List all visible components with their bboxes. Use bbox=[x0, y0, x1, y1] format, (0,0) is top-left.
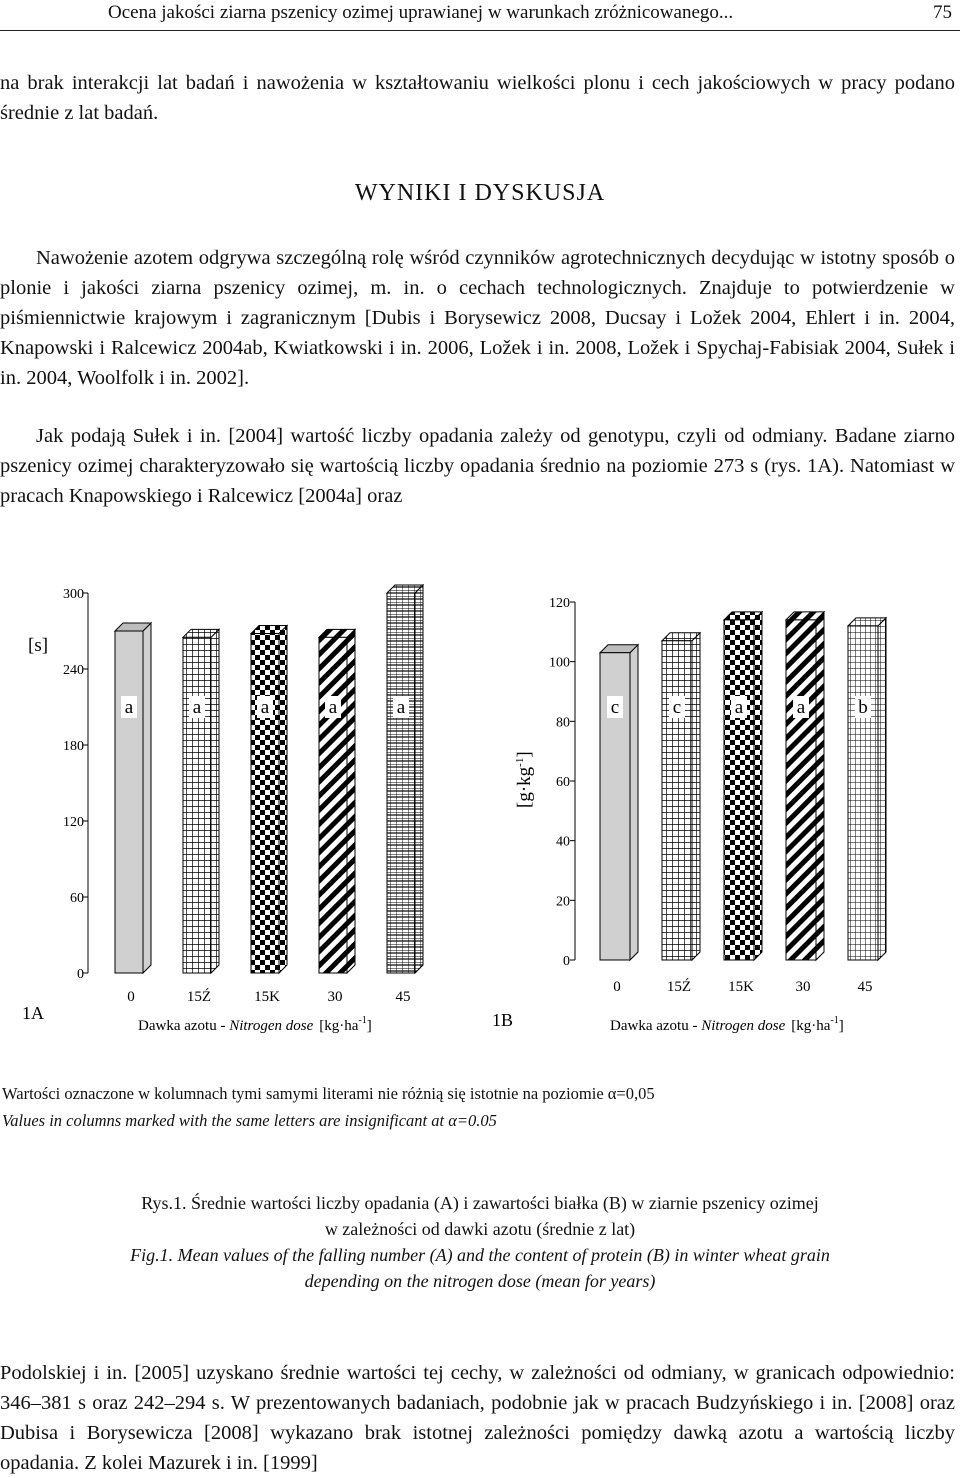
x-tick-label: 30 bbox=[327, 989, 343, 1005]
x-axis-label-sup: -1 bbox=[830, 1015, 839, 1026]
x-axis-label-prefix: Dawka azotu - bbox=[610, 1018, 702, 1034]
figure-caption-en-1: Fig.1. Mean values of the falling number (A) and the content of protein (B) in winter wheat grain bbox=[130, 1245, 830, 1265]
bar bbox=[319, 629, 355, 973]
bar-side bbox=[347, 629, 355, 973]
y-tick-label: 120 bbox=[63, 815, 84, 830]
significance-letter: a bbox=[328, 697, 338, 718]
x-axis-label-close: ] bbox=[366, 1018, 372, 1034]
x-axis-label-sup: -1 bbox=[358, 1015, 367, 1026]
chart-1b bbox=[480, 560, 960, 1055]
bar-side bbox=[630, 645, 638, 960]
x-axis-label bbox=[138, 1015, 372, 1034]
x-axis-label-unit: [kg·ha bbox=[791, 1018, 831, 1034]
x-tick-label: 45 bbox=[857, 979, 873, 995]
x-axis-label-italic: Nitrogen dose bbox=[229, 1018, 314, 1034]
x-axis-label-italic: Nitrogen dose bbox=[701, 1018, 786, 1034]
paragraph-3: Podolskiej i in. [2005] uzyskano średnie wartości tej cechy, w zależności od odmiany, w granicach odpowiednio: 346–381 s oraz 242–294 s. W prezentowanych badaniach, podobnie jak w pracach Budzyńskiego i in. [2008] oraz Dubisa i Borysewicza [2008] wykazano brak istotnej zależności pomiędzy dawką azotu a wartością liczby opadania. Z kolei Mazurek i in. [1999] bbox=[0, 1362, 955, 1474]
bar-front bbox=[251, 634, 279, 973]
significance-letter: c bbox=[610, 697, 620, 718]
bar-side bbox=[816, 612, 824, 960]
bar bbox=[724, 612, 762, 960]
x-tick-label: 15Ź bbox=[666, 979, 692, 995]
paragraph-1-text: Nawożenie azotem odgrywa szczególną rolę wśród czynników agrotechnicznych decydując w istotny sposób o plonie i jakości ziarna pszenicy ozimej, m. in. o cechach technologicznych. Znajduje to potwierdzenie w piśmiennictwie krajowym i zagranicznym [Dubis i Borysewicz 2008, Ducsay i Ložek 2004, Ehlert i in. 2004, Knapowski i Ralcewicz 2004ab, Kwiatkowski i in. 2006, Ložek i in. 2008, Ložek i Spychaj-Fabisiak 2004, Sułek i in. 2004, Woolfolk i in. 2002]. bbox=[0, 247, 955, 389]
panel-label: 1A bbox=[22, 1003, 44, 1023]
bar-front bbox=[115, 631, 143, 973]
x-tick-label: 45 bbox=[395, 989, 411, 1005]
chart-1a bbox=[0, 560, 440, 1055]
chart-1b-svg bbox=[480, 560, 960, 1050]
x-tick-label: 0 bbox=[127, 989, 135, 1005]
bar bbox=[183, 629, 219, 973]
x-tick-label: 15Ź bbox=[186, 989, 212, 1005]
y-tick-label: 180 bbox=[63, 739, 84, 754]
x-tick-label: 15K bbox=[254, 989, 280, 1005]
y-tick-label: 120 bbox=[549, 596, 570, 611]
running-title: Ocena jakości ziarna pszenicy ozimej uprawianej w warunkach zróżnicowanego... bbox=[108, 2, 734, 23]
bar-side bbox=[279, 626, 287, 973]
y-tick-label: 240 bbox=[63, 663, 84, 678]
bar-front bbox=[724, 620, 754, 960]
significance-note-pl: Wartości oznaczone w kolumnach tymi samymi literami nie różnią się istotnie na poziomie α=0,05 bbox=[2, 1084, 655, 1103]
paragraph-2-text: Jak podają Sułek i in. [2004] wartość liczby opadania zależy od genotypu, czyli od odmiany. Badane ziarno pszenicy ozimej charakteryzowało się wartością liczby opadania średnio na poziomie 273 s (rys. 1A). Natomiast w pracach Knapowskiego i Ralcewicz [2004a] oraz bbox=[0, 425, 955, 507]
y-axis-unit-close: ] bbox=[514, 751, 535, 758]
paragraph-2 bbox=[0, 421, 955, 511]
significance-letter: a bbox=[796, 697, 806, 718]
bar bbox=[600, 645, 638, 960]
significance-letter: a bbox=[734, 697, 744, 718]
page-header bbox=[0, 0, 960, 32]
bar-front bbox=[183, 637, 211, 973]
figure-caption-pl-2: w zależności od dawki azotu (średnie z lat) bbox=[324, 1219, 636, 1239]
bar-side bbox=[211, 629, 219, 973]
significance-letter: a bbox=[396, 697, 406, 718]
x-axis-label-unit: [kg·ha bbox=[319, 1018, 359, 1034]
x-axis-label-prefix: Dawka azotu - bbox=[138, 1018, 230, 1034]
significance-letter: a bbox=[260, 697, 270, 718]
x-tick-label: 30 bbox=[795, 979, 811, 995]
y-tick-label: 60 bbox=[70, 891, 84, 906]
chart-1a-svg bbox=[0, 560, 440, 1050]
bar-side bbox=[754, 612, 762, 960]
significance-letter: a bbox=[192, 697, 202, 718]
paragraph-1 bbox=[0, 243, 955, 393]
y-tick-label: 0 bbox=[77, 967, 84, 982]
header-rule bbox=[0, 30, 960, 31]
bar bbox=[848, 618, 886, 960]
y-tick-label: 0 bbox=[563, 954, 570, 969]
significance-letter: b bbox=[858, 697, 868, 718]
bar-front bbox=[848, 626, 878, 960]
bar bbox=[662, 633, 700, 960]
page-number: 75 bbox=[933, 2, 952, 23]
y-tick-label: 60 bbox=[556, 775, 570, 790]
bar-side bbox=[415, 585, 423, 973]
significance-note-en: Values in columns marked with the same letters are insignificant at α=0.05 bbox=[2, 1111, 497, 1130]
bar-front bbox=[662, 641, 692, 960]
bar-front bbox=[786, 620, 816, 960]
bar bbox=[115, 623, 151, 973]
bar-side bbox=[692, 633, 700, 960]
significance-letter: c bbox=[672, 697, 682, 718]
x-axis-label-close: ] bbox=[838, 1018, 844, 1034]
intro-paragraph: na brak interakcji lat badań i nawożenia w kształtowaniu wielkości plonu i cech jakościowych w pracy podano średnie z lat badań. bbox=[0, 72, 955, 124]
y-axis-unit: $[g\cdot kg^{-1}]$ bbox=[514, 751, 535, 808]
y-axis-unit: [s] bbox=[28, 635, 49, 656]
y-tick-label: 100 bbox=[549, 655, 570, 671]
y-axis-unit-sup: -1 bbox=[514, 757, 526, 767]
y-tick-label: 300 bbox=[63, 587, 84, 602]
bar-front bbox=[387, 593, 415, 973]
section-heading: WYNIKI I DYSKUSJA bbox=[354, 180, 606, 206]
panel-label: 1B bbox=[492, 1010, 514, 1030]
bar bbox=[786, 612, 824, 960]
y-tick-label: 40 bbox=[556, 834, 570, 850]
bar bbox=[251, 626, 287, 973]
bar-front bbox=[319, 637, 347, 973]
bar bbox=[387, 585, 423, 973]
x-tick-label: 0 bbox=[613, 979, 621, 995]
bar-side bbox=[878, 618, 886, 960]
bar-side bbox=[143, 623, 151, 973]
x-axis-label bbox=[610, 1015, 844, 1034]
y-tick-label: 80 bbox=[556, 715, 570, 731]
figure-caption-en-2: depending on the nitrogen dose (mean for years) bbox=[304, 1271, 656, 1291]
y-tick-label: 20 bbox=[556, 894, 570, 910]
x-tick-label: 15K bbox=[728, 979, 754, 995]
significance-letter: a bbox=[124, 697, 134, 718]
figure-caption-pl-1: Rys.1. Średnie wartości liczby opadania (A) i zawartości białka (B) w ziarnie pszenicy ozimej bbox=[141, 1193, 819, 1213]
